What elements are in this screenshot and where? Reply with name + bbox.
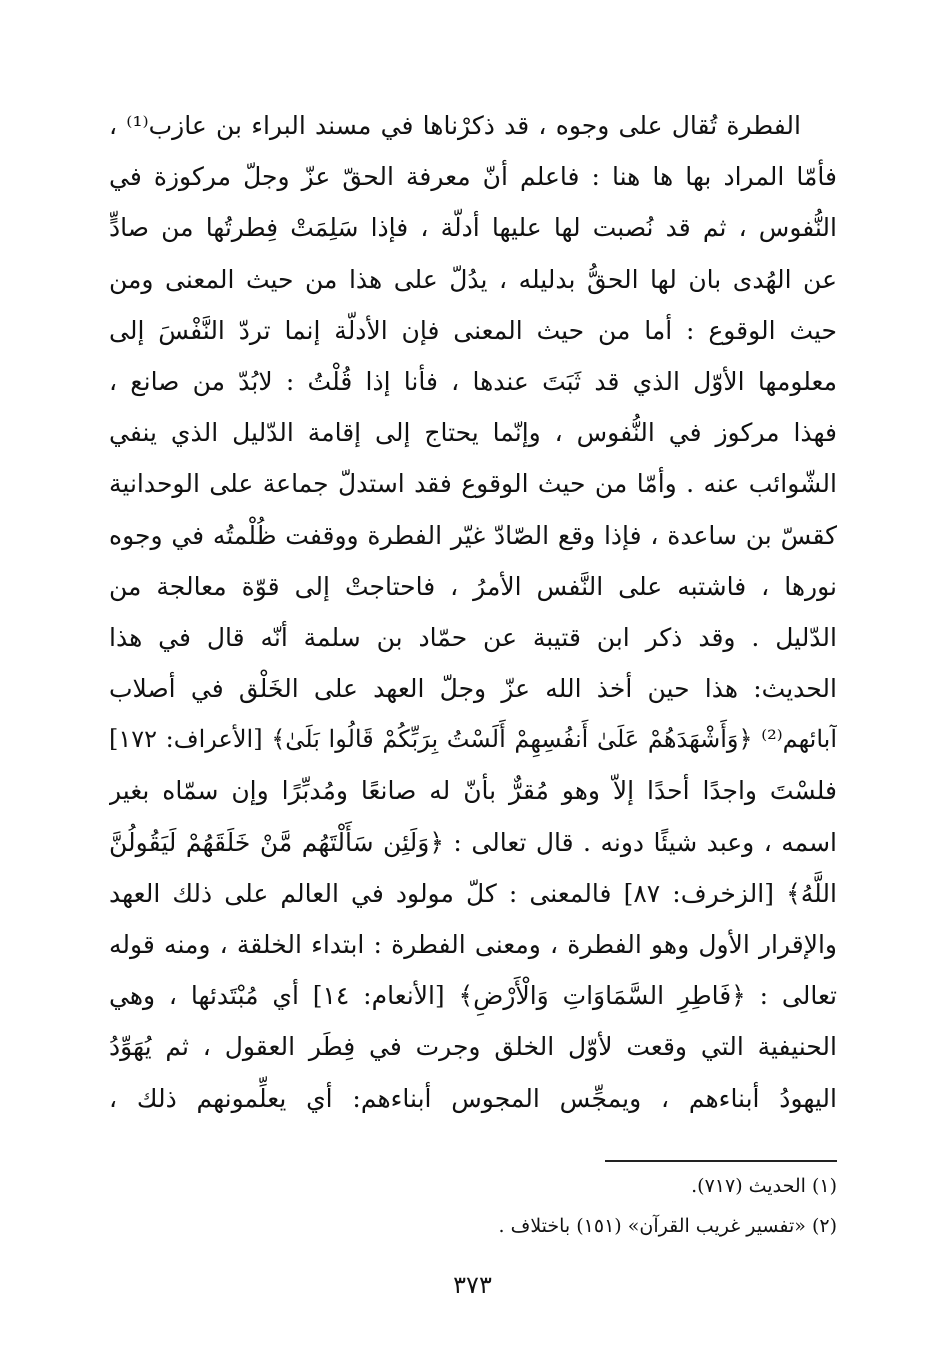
text-line: تعالى : ﴿فَاطِرِ السَّمَاوَاتِ وَالْأَرْضِ﴾ [الأنعام: ١٤] أي مُبْتَدئها ، وهي [109,981,837,1011]
text-line: عن الهُدى بان لها الحقُّ بدليله ، يدُلّ على هذا من حيث المعنى ومن [109,264,837,294]
footnote-item: (١) الحديث (٧١٧). [691,1175,837,1197]
footnote-item: (٢) «تفسير غريب القرآن» (١٥١) باختلاف . [498,1215,837,1237]
text-line: اليهودُ أبناءهم ، ويمجِّس المجوس أبناءهم: أي يعلِّمونهم ذلك ، [109,1083,837,1113]
main-text [109,100,837,1124]
text-line: الفطرة تُقال على وجوه ، قد ذكرْناها في مسند البراء بن عازب⁽¹⁾ ، [109,111,801,140]
footnotes [109,1166,837,1246]
text-line: كقسّ بن ساعدة ، فإذا وقع الصّادّ غيّر الفطرة ووقفت ظُلْمتُه في وجوه [109,520,837,550]
text-line: الحنيفية التي وقعت لأوّل الخلق وجرت في فِطَر العقول ، ثم يُهَوِّدُ [109,1032,837,1062]
text-line: فأمّا المراد بها ها هنا : فاعلم أنّ معرفة الحقّ عزّ وجلّ مركوزة في [109,162,837,192]
text-line: حيث الوقوع : أما من حيث المعنى فإن الأدلّة إنما تردّ النَّفْسَ إلى [109,315,837,345]
text-line: فلسْتَ واجدًا أحدًا إلاّ وهو مُقرٌّ بأنّ له صانعًا ومُدبِّرًا وإن سمّاه بغير [109,776,837,806]
text-line: الحديث: هذا حين أخذ الله عزّ وجلّ العهد على الخَلْق في أصلاب [109,674,837,704]
text-line: النُّفوس ، ثم قد نُصبت لها عليها أدلّة ، فإذا سَلِمَتْ فِطرتُها من صادٍّ [109,213,837,243]
text-line: والإقرار الأول وهو الفطرة ، ومعنى الفطرة : ابتداء الخلقة ، ومنه قوله [109,930,837,959]
text-line: فهذا مركوز في النُّفوس ، وإنّما يحتاج إلى إقامة الدّليل الذي ينفي [109,418,837,448]
text-line: معلومها الأوّل الذي قد ثَبَتَ عندها ، فأنا إذا قُلْتُ : لابُدّ من صانع ، [109,366,837,396]
text-line: اللَّهُ﴾ [الزخرف: ٨٧] فالمعنى : كلّ مولود في العالم على ذلك العهد [109,878,837,908]
text-line: نورها ، فاشتبه على النَّفس الأمرُ ، فاحتاجتْ إلى قوّة معالجة من [109,571,837,601]
text-line: الشّوائب عنه . وأمّا من حيث الوقوع فقد استدلّ جماعة على الوحدانية [109,469,837,499]
text-line: الدّليل . وقد ذكر ابن قتيبة عن حمّاد بن سلمة أنّه قال في هذا [109,622,837,652]
text-line: اسمه ، وعبد شيئًا دونه . قال تعالى : ﴿وَلَئِن سَأَلْتَهُم مَّنْ خَلَقَهُمْ لَيَقُولُنَّ [109,827,837,857]
footnote-divider [605,1160,837,1162]
page-number: ٣٧٣ [453,1271,492,1299]
text-line: آبائهم⁽²⁾ ﴿وَأَشْهَدَهُمْ عَلَىٰ أَنفُسِهِمْ أَلَسْتُ بِرَبِّكُمْ قَالُوا بَلَىٰ﴾ [الأعراف: ١٧٢] [109,725,837,754]
